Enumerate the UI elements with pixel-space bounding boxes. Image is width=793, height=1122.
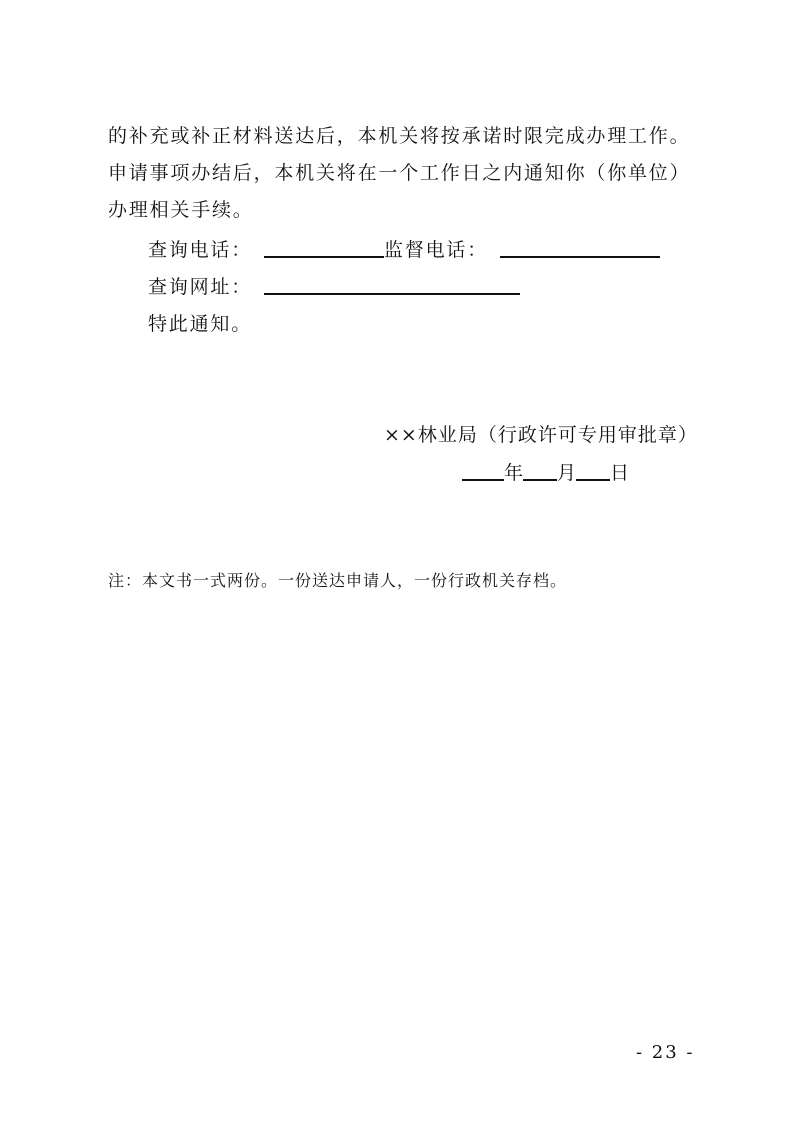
inquiry-phone-blank bbox=[264, 238, 384, 258]
body-line-2: 申请事项办结后，本机关将在一个工作日之内通知你（你单位） bbox=[108, 162, 691, 184]
day-blank bbox=[576, 461, 610, 481]
year-blank bbox=[462, 461, 504, 481]
body-line-1: 的补充或补正材料送达后，本机关将按承诺时限完成办理工作。 bbox=[108, 125, 691, 147]
supervision-phone-blank bbox=[500, 238, 660, 258]
inquiry-url-label: 查询网址： bbox=[148, 276, 253, 298]
inquiry-url-blank bbox=[264, 275, 520, 295]
footnote: 注：本文书一式两份。一份送达申请人，一份行政机关存档。 bbox=[108, 571, 568, 590]
inquiry-phone-label: 查询电话： bbox=[148, 239, 253, 261]
day-label: 日 bbox=[610, 462, 630, 484]
closing-line: 特此通知。 bbox=[148, 313, 253, 335]
date-line bbox=[462, 461, 629, 485]
inquiry-phone-row bbox=[148, 238, 660, 262]
body-line-3: 办理相关手续。 bbox=[108, 199, 254, 221]
year-label: 年 bbox=[504, 462, 524, 484]
month-blank bbox=[523, 461, 557, 481]
inquiry-url-row bbox=[148, 275, 520, 299]
issuer-seal-line: ××林业局（行政许可专用审批章） bbox=[384, 424, 698, 446]
supervision-phone-label: 监督电话： bbox=[384, 239, 489, 261]
page-number: - 23 - bbox=[636, 1042, 695, 1063]
month-label: 月 bbox=[557, 462, 577, 484]
